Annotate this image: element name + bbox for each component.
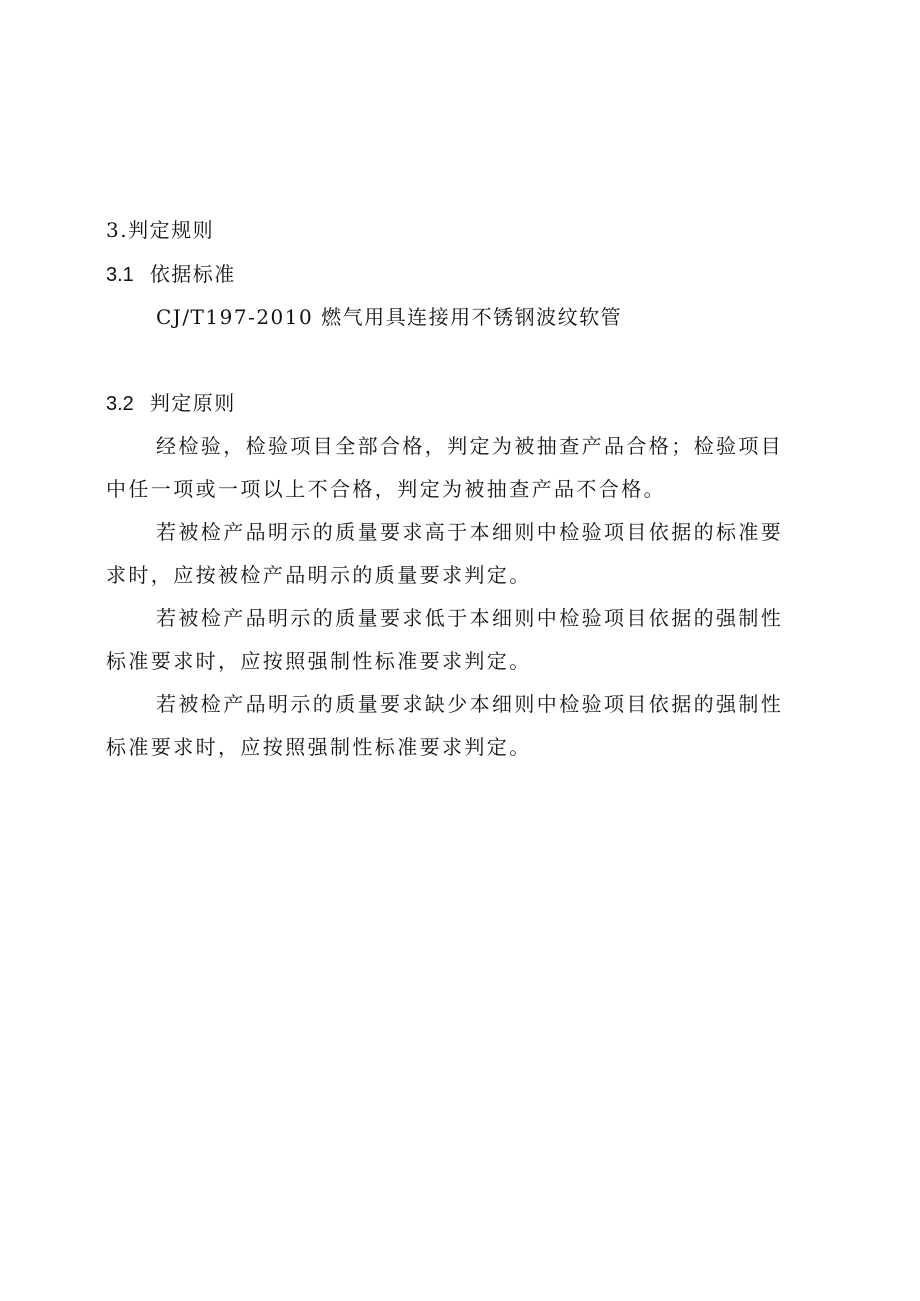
paragraph-line: 标准要求时，应按照强制性标准要求判定。 <box>106 649 532 673</box>
subsection-number: 3.1 <box>106 264 134 286</box>
paragraph-line: 中任一项或一项以上不合格，判定为被抽查产品不合格。 <box>106 477 666 501</box>
subsection-heading-3-1 <box>106 262 236 287</box>
paragraph-line: 若被检产品明示的质量要求高于本细则中检验项目依据的标准要 <box>156 520 784 544</box>
subsection-title: 依据标准 <box>149 262 236 286</box>
subsection-title: 判定原则 <box>149 391 236 415</box>
subsection-heading-3-2 <box>106 391 236 416</box>
paragraph-line: 求时，应按被检产品明示的质量要求判定。 <box>106 563 532 587</box>
section-title: 3.判定规则 <box>106 218 215 242</box>
paragraph-line: 若被检产品明示的质量要求缺少本细则中检验项目依据的强制性 <box>156 692 784 716</box>
standard-reference: CJ/T197-2010 燃气用具连接用不锈钢波纹软管 <box>156 305 623 329</box>
subsection-number: 3.2 <box>106 393 134 415</box>
paragraph-line: 标准要求时，应按照强制性标准要求判定。 <box>106 735 532 759</box>
paragraph-line: 经检验，检验项目全部合格，判定为被抽查产品合格；检验项目 <box>156 434 784 458</box>
paragraph-line: 若被检产品明示的质量要求低于本细则中检验项目依据的强制性 <box>156 606 784 630</box>
